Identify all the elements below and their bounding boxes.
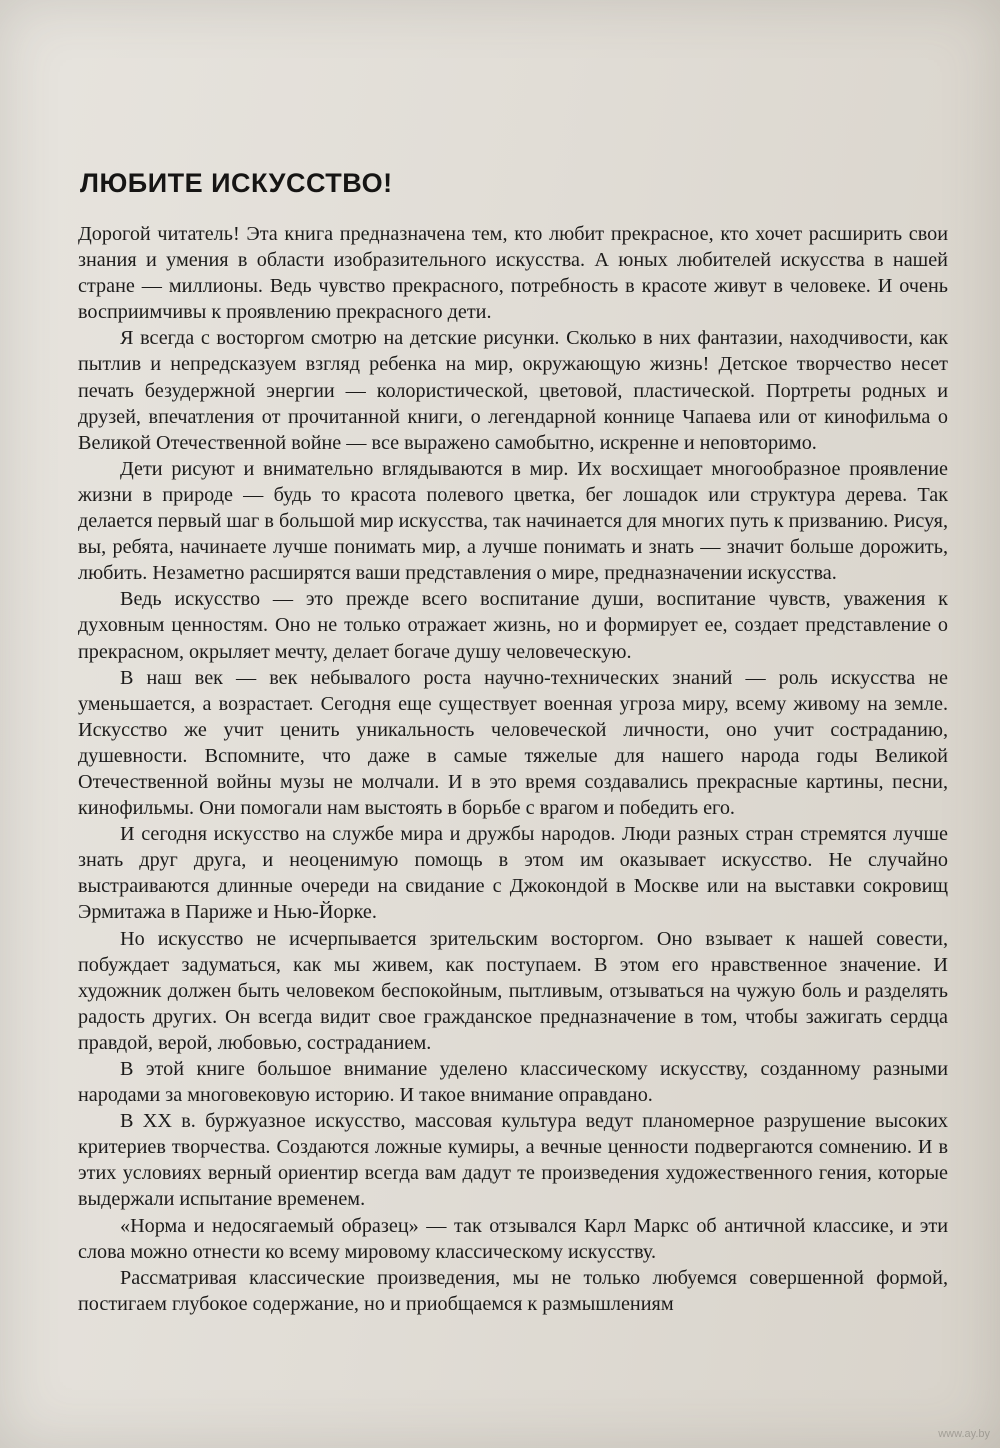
paragraph-7: Но искусство не исчерпывается зрительским восторгом. Оно взывает к нашей совести, побуждает задуматься, как мы живем, как поступаем. В этом его нравственное значение. И художник должен быть человеком беспокойным, пытливым, отзываться на чужую боль и разделять радость других. Он всегда видит свое гражданское предназначение в том, чтобы зажигать сердца правдой, верой, любовью, состраданием. [78, 927, 948, 1054]
site-watermark: www.ay.by [938, 1428, 990, 1440]
article [78, 168, 948, 1317]
paragraph-5: В наш век — век небывалого роста научно-технических знаний — роль искусства не уменьшается, а возрастает. Сегодня еще существует военная угроза миру, всему живому на земле. Искусство же учит ценить уникальность человеческой личности, оно учит состраданию, душевности. Вспомните, что даже в самые тяжелые для нашего народа годы Великой Отечественной войны музы не молчали. И в это время создавались прекрасные картины, песни, кинофильмы. Они помогали нам выстоять в борьбе с врагом и победить его. [78, 666, 948, 820]
paragraph-11: Рассматривая классические произведения, мы не только любуемся совершенной формой, постигаем глубокое содержание, но и приобщаемся к размышлениям [78, 1266, 948, 1315]
article-title: ЛЮБИТЕ ИСКУССТВО! [80, 168, 393, 198]
paragraph-4: Ведь искусство — это прежде всего воспитание души, воспитание чувств, уважения к духовным ценностям. Оно не только отражает жизнь, но и формирует ее, создает представление о прекрасном, окрыляет мечту, делает богаче душу человеческую. [78, 588, 948, 663]
paragraph-8: В этой книге большое внимание уделено классическому искусству, созданному разными народами за многовековую историю. И такое внимание оправдано. [78, 1058, 948, 1107]
paragraph-6: И сегодня искусство на службе мира и дружбы народов. Люди разных стран стремятся лучше знать друг друга, и неоценимую помощь в этом им оказывает искусство. Не случайно выстраиваются длинные очереди на свидание с Джокондой в Москве или на выставки сокровищ Эрмитажа в Париже и Нью-Йорке. [78, 823, 948, 924]
paragraph-3: Дети рисуют и внимательно вглядываются в мир. Их восхищает многообразное проявление жизни в природе — будь то красота полевого цветка, бег лошадок или структура дерева. Так делается первый шаг в большой мир искусства, так начинается для многих путь к призванию. Рисуя, вы, ребята, начинаете лучше понимать мир, а лучше понимать и знать — значит больше дорожить, любить. Незаметно расширятся ваши представления о мире, предназначении искусства. [78, 457, 948, 585]
paragraph-10: «Норма и недосягаемый образец» — так отзывался Карл Маркс об античной классике, и эти слова можно отнести ко всему мировому классическому искусству. [78, 1214, 948, 1263]
paragraph-9: В XX в. буржуазное искусство, массовая культура ведут планомерное разрушение высоких критериев творчества. Создаются ложные кумиры, а вечные ценности подвергаются сомнению. И в этих условиях верный ориентир всегда вам дадут те произведения художественного гения, которые выдержали испытание временем. [78, 1110, 948, 1211]
paragraph-1: Дорогой читатель! Эта книга предназначена тем, кто любит прекрасное, кто хочет расширить свои знания и умения в области изобразительного искусства. А юных любителей искусства в нашей стране — миллионы. Ведь чувство прекрасного, потребность в красоте живут в человеке. И очень восприимчивы к проявлению прекрасного дети. [78, 223, 948, 324]
paragraph-2: Я всегда с восторгом смотрю на детские рисунки. Сколько в них фантазии, находчивости, как пытлив и непредсказуем взгляд ребенка на мир, окружающую жизнь! Детское творчество несет печать безудержной энергии — колористической, цветовой, пластической. Портреты родных и друзей, впечатления от прочитанной книги, о легендарной коннице Чапаева или от кинофильма о Великой Отечественной войне — все выражено самобытно, искренне и неповторимо. [78, 327, 948, 454]
